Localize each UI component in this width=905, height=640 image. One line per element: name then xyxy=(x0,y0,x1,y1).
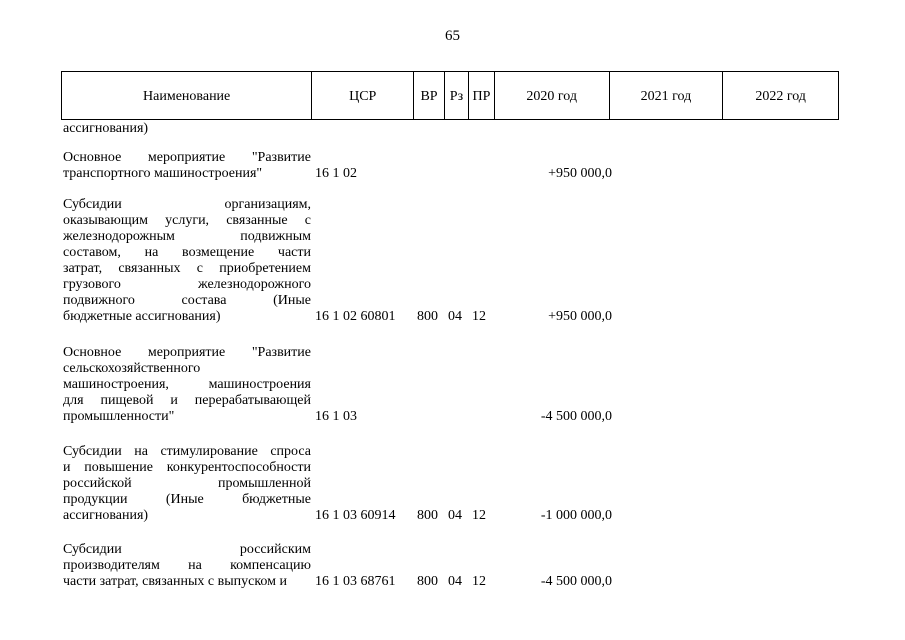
row-name-line: для пищевой и перерабатывающей xyxy=(63,393,311,408)
row-rz: 04 xyxy=(448,574,462,589)
row-name xyxy=(63,542,311,590)
row-rz: 04 xyxy=(448,508,462,523)
row-name-line: Основное мероприятие "Развитие xyxy=(63,345,311,360)
row-vr: 800 xyxy=(417,574,438,589)
row-name-line: бюджетные ассигнования) xyxy=(63,309,221,324)
row-name-line: производителям на компенсацию xyxy=(63,558,311,573)
row-pr: 12 xyxy=(472,574,486,589)
row-name-line: железнодорожным подвижным xyxy=(63,229,311,244)
header-2022: 2022 год xyxy=(755,88,806,104)
header-2021: 2021 год xyxy=(610,72,724,119)
row-name-line: части затрат, связанных с выпуском и xyxy=(63,574,287,589)
row-name-line: Субсидии российским xyxy=(63,542,311,557)
row-name-line: сельскохозяйственного xyxy=(63,361,201,376)
row-name-line: машиностроения, машиностроения xyxy=(63,377,311,392)
row-name-line: грузового железнодорожного xyxy=(63,277,311,292)
header-vr: ВР xyxy=(414,72,445,119)
row-name-line: Основное мероприятие "Развитие xyxy=(63,150,311,165)
row-name-line: составом, на возмещение части xyxy=(63,245,311,260)
header-rz: Рз xyxy=(445,72,469,119)
row-csr: 16 1 03 60914 xyxy=(315,508,396,523)
row-name-line: затрат, связанных с приобретением xyxy=(63,261,311,276)
row-name xyxy=(63,197,311,325)
table-header xyxy=(61,71,839,120)
row-name-line: транспортного машиностроения" xyxy=(63,166,263,181)
header-csr: ЦСР xyxy=(312,72,414,119)
header-2020: 2020 год xyxy=(495,72,610,119)
row-name-line: оказывающим услуги, связанные с xyxy=(63,213,311,228)
row-name-line: ассигнования) xyxy=(63,508,149,523)
row-amount-2020: +950 000,0 xyxy=(548,166,612,181)
header-pr: ПР xyxy=(469,72,495,119)
row-amount-2020: +950 000,0 xyxy=(548,309,612,324)
row-pr: 12 xyxy=(472,508,486,523)
row-vr: 800 xyxy=(417,309,438,324)
row-csr: 16 1 02 xyxy=(315,166,357,181)
row-name xyxy=(63,150,311,182)
row-name-line: промышленности" xyxy=(63,409,175,424)
row-name-line: продукции (Иные бюджетные xyxy=(63,492,311,507)
row-name-line: Субсидии на стимулирование спроса xyxy=(63,444,311,459)
row-name-line: Субсидии организациям, xyxy=(63,197,311,212)
row-amount-2020: -1 000 000,0 xyxy=(540,508,612,523)
row-name xyxy=(63,444,311,524)
row-pr: 12 xyxy=(472,309,486,324)
row-name xyxy=(63,121,311,137)
row-name-line: ассигнования) xyxy=(63,121,149,136)
row-name xyxy=(63,345,311,425)
page-number: 65 xyxy=(445,28,460,44)
row-name-line: российской промышленной xyxy=(63,476,311,491)
row-csr: 16 1 03 68761 xyxy=(315,574,396,589)
row-name-line: и повышение конкурентоспособности xyxy=(63,460,311,475)
row-csr: 16 1 02 60801 xyxy=(315,309,396,324)
header-name: Наименование xyxy=(62,72,312,119)
row-rz: 04 xyxy=(448,309,462,324)
row-name-line: подвижного состава (Иные xyxy=(63,293,311,308)
row-amount-2020: -4 500 000,0 xyxy=(540,409,612,424)
row-vr: 800 xyxy=(417,508,438,523)
row-amount-2020: -4 500 000,0 xyxy=(540,574,612,589)
row-csr: 16 1 03 xyxy=(315,409,357,424)
